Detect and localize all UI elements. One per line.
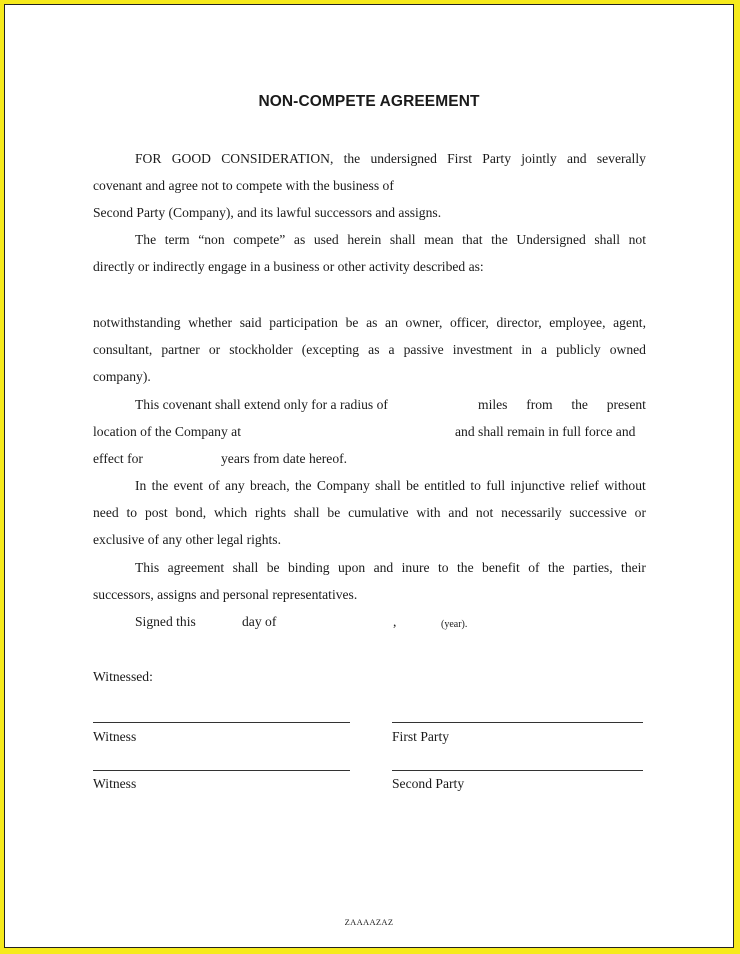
word: shall <box>232 560 259 575</box>
word: shall <box>293 505 320 520</box>
word: This <box>135 560 160 575</box>
word: the <box>457 560 474 575</box>
word: Party <box>482 151 511 166</box>
word: bond, <box>175 505 207 520</box>
word: rights <box>255 505 287 520</box>
word: shall <box>594 232 621 247</box>
word: officer, <box>449 315 489 330</box>
word: severally <box>596 151 646 166</box>
word: passive <box>403 342 444 357</box>
word: owned <box>609 342 646 357</box>
word: a <box>541 342 548 357</box>
word: from <box>526 397 553 412</box>
word: and <box>448 505 469 520</box>
witness-1-signature-line[interactable] <box>93 722 350 723</box>
word: to <box>470 478 481 493</box>
word: and <box>566 151 587 166</box>
effect-label: effect for <box>93 451 143 466</box>
word: FOR <box>135 151 162 166</box>
second-party-signature-line[interactable] <box>392 770 643 771</box>
word: of <box>208 478 220 493</box>
word: to <box>438 560 449 575</box>
p3-line-2 <box>93 342 646 358</box>
word: publicly <box>556 342 601 357</box>
first-party-signature-line[interactable] <box>392 722 643 723</box>
word: Company <box>316 478 370 493</box>
word: an <box>385 315 398 330</box>
word: undersigned <box>370 151 437 166</box>
radius-label: This covenant shall extend only for a radius of <box>135 397 388 412</box>
word: participation <box>269 315 338 330</box>
word: notwithstanding <box>93 315 181 330</box>
word: injunctive <box>510 478 565 493</box>
word: Undersigned <box>516 232 586 247</box>
word: jointly <box>521 151 557 166</box>
document-title: NON-COMPETE AGREEMENT <box>258 93 480 110</box>
p3-line-1 <box>93 315 646 331</box>
word: the <box>294 478 312 493</box>
word: inure <box>401 560 430 575</box>
word: owner, <box>405 315 443 330</box>
word: in <box>521 342 532 357</box>
word: be <box>327 505 341 520</box>
word: upon <box>337 560 366 575</box>
word: said <box>239 315 262 330</box>
word: CONSIDERATION, <box>221 151 334 166</box>
word: (excepting <box>301 342 360 357</box>
word: be <box>345 315 359 330</box>
signed-this-label: Signed this <box>135 614 196 629</box>
witness-1-label: Witness <box>93 729 137 744</box>
p1-line-1 <box>135 151 646 167</box>
word: successive <box>569 505 627 520</box>
p6-line-2: successors, assigns and personal representatives. <box>93 587 358 602</box>
word: need <box>93 505 119 520</box>
word: as <box>368 342 380 357</box>
word: First <box>447 151 473 166</box>
word: mean <box>424 232 454 247</box>
word: the <box>151 478 169 493</box>
date-comma: , <box>393 614 397 629</box>
word: The <box>135 232 157 247</box>
word: consultant, <box>93 342 153 357</box>
word: shall <box>389 232 416 247</box>
word: employee, <box>549 315 606 330</box>
witnessed-label: Witnessed: <box>93 669 153 684</box>
word: as <box>293 232 306 247</box>
word: the <box>547 560 565 575</box>
word: the <box>491 232 508 247</box>
second-party-label: Second Party <box>392 776 465 791</box>
p5-line-1 <box>135 478 646 494</box>
word: or <box>208 342 221 357</box>
word: partner <box>161 342 200 357</box>
word: the <box>343 151 361 166</box>
word: to <box>126 505 138 520</box>
page-footer: ZAAAAZAZ <box>344 917 394 927</box>
word: a <box>388 342 395 357</box>
word: benefit <box>482 560 520 575</box>
word: with <box>416 505 441 520</box>
p1-line-2: covenant and agree not to compete with the business of <box>93 178 394 193</box>
document-page <box>4 4 734 948</box>
word: used <box>313 232 339 247</box>
word: shall <box>375 478 401 493</box>
p3-line-3: company). <box>93 369 151 384</box>
word: compete” <box>233 232 286 247</box>
word: stockholder <box>229 342 293 357</box>
p2-line-1 <box>135 232 646 248</box>
word: whether <box>188 315 233 330</box>
word: In <box>135 478 147 493</box>
word: GOOD <box>171 151 211 166</box>
word: the <box>571 397 588 412</box>
word: as <box>366 315 378 330</box>
p6-line-1 <box>135 560 646 576</box>
location-tail: and shall remain in full force and <box>455 424 636 439</box>
word: any <box>225 478 245 493</box>
word: investment <box>452 342 513 357</box>
day-of-label: day of <box>242 614 277 629</box>
word: necessarily <box>501 505 562 520</box>
location-label: location of the Company at <box>93 424 241 439</box>
word: be <box>266 560 280 575</box>
word: breach, <box>250 478 290 493</box>
word: not <box>628 232 646 247</box>
radius-tail <box>478 397 646 413</box>
first-party-label: First Party <box>392 729 450 744</box>
word: director, <box>496 315 542 330</box>
word: relief <box>570 478 599 493</box>
word: of <box>528 560 540 575</box>
word: binding <box>288 560 330 575</box>
year-label: (year). <box>441 619 468 630</box>
word: agent, <box>613 315 646 330</box>
word: post <box>144 505 168 520</box>
word: full <box>486 478 506 493</box>
word: miles <box>478 397 508 412</box>
word: not <box>475 505 494 520</box>
word: cumulative <box>348 505 409 520</box>
word: event <box>173 478 204 493</box>
word: “non <box>198 232 225 247</box>
p1-line-3: Second Party (Company), and its lawful successors and assigns. <box>93 205 442 220</box>
witness-2-label: Witness <box>93 776 137 791</box>
word: be <box>406 478 419 493</box>
word: parties, <box>572 560 613 575</box>
word: agreement <box>167 560 225 575</box>
word: present <box>606 397 646 412</box>
word: herein <box>347 232 382 247</box>
word: or <box>634 505 646 520</box>
word: entitled <box>424 478 466 493</box>
word: their <box>621 560 646 575</box>
witness-2-signature-line[interactable] <box>93 770 350 771</box>
p5-line-3: exclusive of any other legal rights. <box>93 532 281 547</box>
word: term <box>164 232 190 247</box>
word: that <box>462 232 483 247</box>
word: which <box>213 505 248 520</box>
word: and <box>373 560 394 575</box>
p5-line-2 <box>93 505 646 521</box>
years-label: years from date hereof. <box>221 451 348 466</box>
p2-line-2: directly or indirectly engage in a business or other activity described as: <box>93 259 484 274</box>
word: without <box>604 478 646 493</box>
